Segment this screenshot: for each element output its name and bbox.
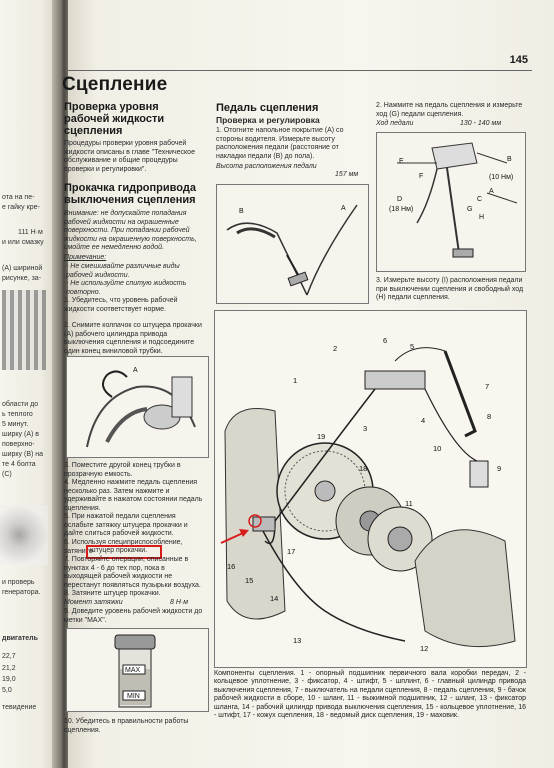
pedal-adjust-figure (376, 132, 526, 272)
callout-14: 14 (270, 594, 279, 603)
note-1: - Не смешивайте различные виды рабочей жидкости. (66, 263, 180, 279)
left-fragment: ширку (А) в (2, 431, 39, 438)
label-18nm: (18 Нм) (389, 206, 414, 213)
min-mark: MIN (127, 693, 140, 700)
label-e: E (399, 158, 404, 165)
left-fragment: те 4 болта (2, 461, 36, 468)
bleeding-figure (66, 356, 209, 458)
callout-10: 10 (433, 444, 442, 453)
label-b: B (239, 208, 244, 215)
clutch-components-diagram (214, 310, 527, 668)
previous-page-edge (0, 0, 58, 768)
svg-text:A: A (133, 367, 138, 374)
left-fragment: ота на пе- (2, 194, 35, 201)
left-fragment: и проверь (2, 579, 35, 586)
left-fragment: генератора. (2, 589, 41, 596)
callout-13: 13 (293, 636, 302, 645)
para-level: Процедуры проверки уровня рабочей жидкости описаны в главе "Техническое обслуживание и общие процедуры проверки и регулировки". (64, 140, 195, 173)
warning-text: Внимание: не допускайте попадания рабочей жидкости на окрашенные поверхности. При попадании рабочей жидкости на окрашенную поверхность, смойте ее немедленно водой. (64, 210, 197, 252)
heading-pedal: Педаль сцепления (216, 102, 319, 114)
left-fragment: тевидение (2, 704, 37, 711)
pedal-height-illustration (217, 185, 368, 303)
left-fragment: поверхно- (2, 441, 35, 448)
pedal-step-3: 3. Измерьте высоту (I) расположения педали при выключении сцепления и свободный ход (H) педали сцепления. (376, 277, 524, 302)
stroke-label: Ход педали (376, 120, 414, 127)
step-10: 10. Убедитесь в правильности работы сцепления. (64, 718, 189, 734)
step-5: 5. При нажатой педали сцепления ослабьте затяжку штуцера прокачки и дайте слиться рабочей жидкости. (64, 513, 188, 538)
label-a: A (489, 188, 494, 195)
step-2: 2. Снимите колпачок со штуцера прокачки (А) рабочего цилиндра привода выключения сцепления и подсоедините один конец виниловой трубки. (64, 322, 202, 355)
label-g: G (467, 206, 473, 213)
header-rule (66, 70, 532, 71)
left-fragment: 22,7 (2, 653, 16, 660)
left-fragment: 19,0 (2, 676, 16, 683)
left-fragment: двигатель (2, 635, 38, 642)
pedal-adjust-illustration (377, 133, 525, 271)
pedal-step-2: 2. Нажмите на педаль сцепления и измерьте ход (G) педали сцепления. (376, 102, 523, 118)
label-h: H (479, 214, 485, 221)
step-1: 1. Убедитесь, что уровень рабочей жидкости соответствует норме. (64, 297, 178, 313)
label-b: B (507, 156, 512, 163)
left-fragment: (А) шириной (2, 265, 43, 272)
label-10nm: (10 Нм) (489, 174, 514, 181)
left-figure (0, 505, 48, 565)
callout-18: 18 (359, 464, 368, 473)
bleeding-illustration (67, 357, 208, 457)
pedal-step-1: 1. Отогните напольное покрытие (А) со стороны водителя. Измерьте высоту расположения педали (расстояние от накладки педали (В) до пола). (216, 127, 344, 160)
note-2: - Не используйте спитую жидкость повторно. (66, 280, 187, 296)
heading-bleeding: Прокачка гидропривода выключения сцепления (64, 182, 196, 206)
step-7: 7. Повторяйте операции, описанные в пунктах 4 - 6 до тех пор, пока в выходящей рабочей жидкости не перестанут появляться пузырьки воздуха. (64, 556, 201, 589)
pedal-height-figure (216, 184, 369, 304)
torque-label: Момент затяжки (64, 599, 123, 606)
callout-15: 15 (245, 576, 254, 585)
diagram-caption: Компоненты сцепления. 1 - опорный подшипник первичного вала коробки передач, 2 - кольцевое уплотнение, 3 - фиксатор, 4 - штифт, 5 - шплинт, 6 - главный цилиндр привода выключения сцепления, 7 - выключатель на педали сцепления, 8 - педаль сцепления, 9 - бачок рабочей жидкости в сборе, 10 - шланг, 11 - выжимной подшипник, 12 - шланг, 13 - фиксатор шланга, 14 - рабочий цилиндр привода выключения сцепления, 15 - кольцевое уплотнение, 16 - штифт, 17 - кожух сцепления, 18 - ведомый диск сцепления, 19 - маховик. (214, 670, 526, 720)
left-fragment: (С) (2, 471, 12, 478)
reservoir-figure (66, 628, 209, 712)
heading-level-check: Проверка уровня рабочей жидкости сцепления (64, 101, 165, 137)
left-fragment: е гайку кре- (2, 204, 40, 211)
chapter-title: Сцепление (62, 74, 168, 95)
step-9: 9. Доведите уровень рабочей жидкости до метки "MAX". (64, 608, 203, 624)
callout-1: 1 (293, 376, 298, 385)
label-c: C (477, 196, 483, 203)
left-fragment: рисунке, за- (2, 275, 42, 282)
left-fragment: и или смазку (2, 239, 44, 246)
max-mark: MAX (125, 667, 141, 674)
callout-16: 16 (227, 562, 236, 571)
left-fragment: 5 минут. (2, 421, 29, 428)
highlighted-bleeder-screw: штуцер прокачки. (90, 547, 148, 554)
label-a: A (341, 205, 346, 212)
callout-9: 9 (497, 464, 502, 473)
callout-8: 8 (487, 412, 492, 421)
label-f: F (419, 173, 424, 180)
step-6: 6. Используя специприспособление, затяните (64, 539, 183, 555)
label-d: D (397, 196, 403, 203)
callout-17: 17 (287, 547, 296, 556)
step-8: 8. Затяните штуцер прокачки. (64, 590, 161, 597)
pedal-height-label: Высота расположения педали (216, 163, 317, 170)
callout-12: 12 (420, 644, 429, 653)
left-fragment: 5,0 (2, 687, 12, 694)
left-fragment: ь теплого (2, 411, 33, 418)
left-fragment: ширку (В) на (2, 451, 44, 458)
callout-19: 19 (317, 432, 326, 441)
callout-5: 5 (410, 342, 415, 351)
left-figure (2, 290, 46, 370)
clutch-components-illustration (215, 311, 526, 667)
callout-2: 2 (333, 344, 338, 353)
torque-value: 8 Н·м (170, 599, 189, 606)
heading-check-adjust: Проверка и регулировка (216, 115, 320, 125)
callout-4: 4 (421, 416, 426, 425)
left-fragment: 21,2 (2, 665, 16, 672)
callout-3: 3 (363, 424, 368, 433)
left-fragment: области до (2, 401, 39, 408)
callout-7: 7 (485, 382, 490, 391)
step-4: 4. Медленно нажмите педаль сцепления несколько раз. Затем нажмите и удерживайте в нажатом состоянии педаль сцепления. (64, 479, 203, 512)
step-3: 3. Поместите другой конец трубки в прозрачную емкость. (64, 462, 181, 478)
callout-11: 11 (405, 499, 413, 508)
left-fragment: 111 Н·м (18, 229, 43, 236)
pedal-height-value: 157 мм (335, 171, 359, 178)
callout-6: 6 (383, 336, 388, 345)
reservoir-illustration (67, 629, 208, 711)
stroke-value: 130 - 140 мм (460, 120, 502, 127)
note-title: Примечание: (64, 254, 107, 261)
page-number: 145 (509, 54, 528, 66)
